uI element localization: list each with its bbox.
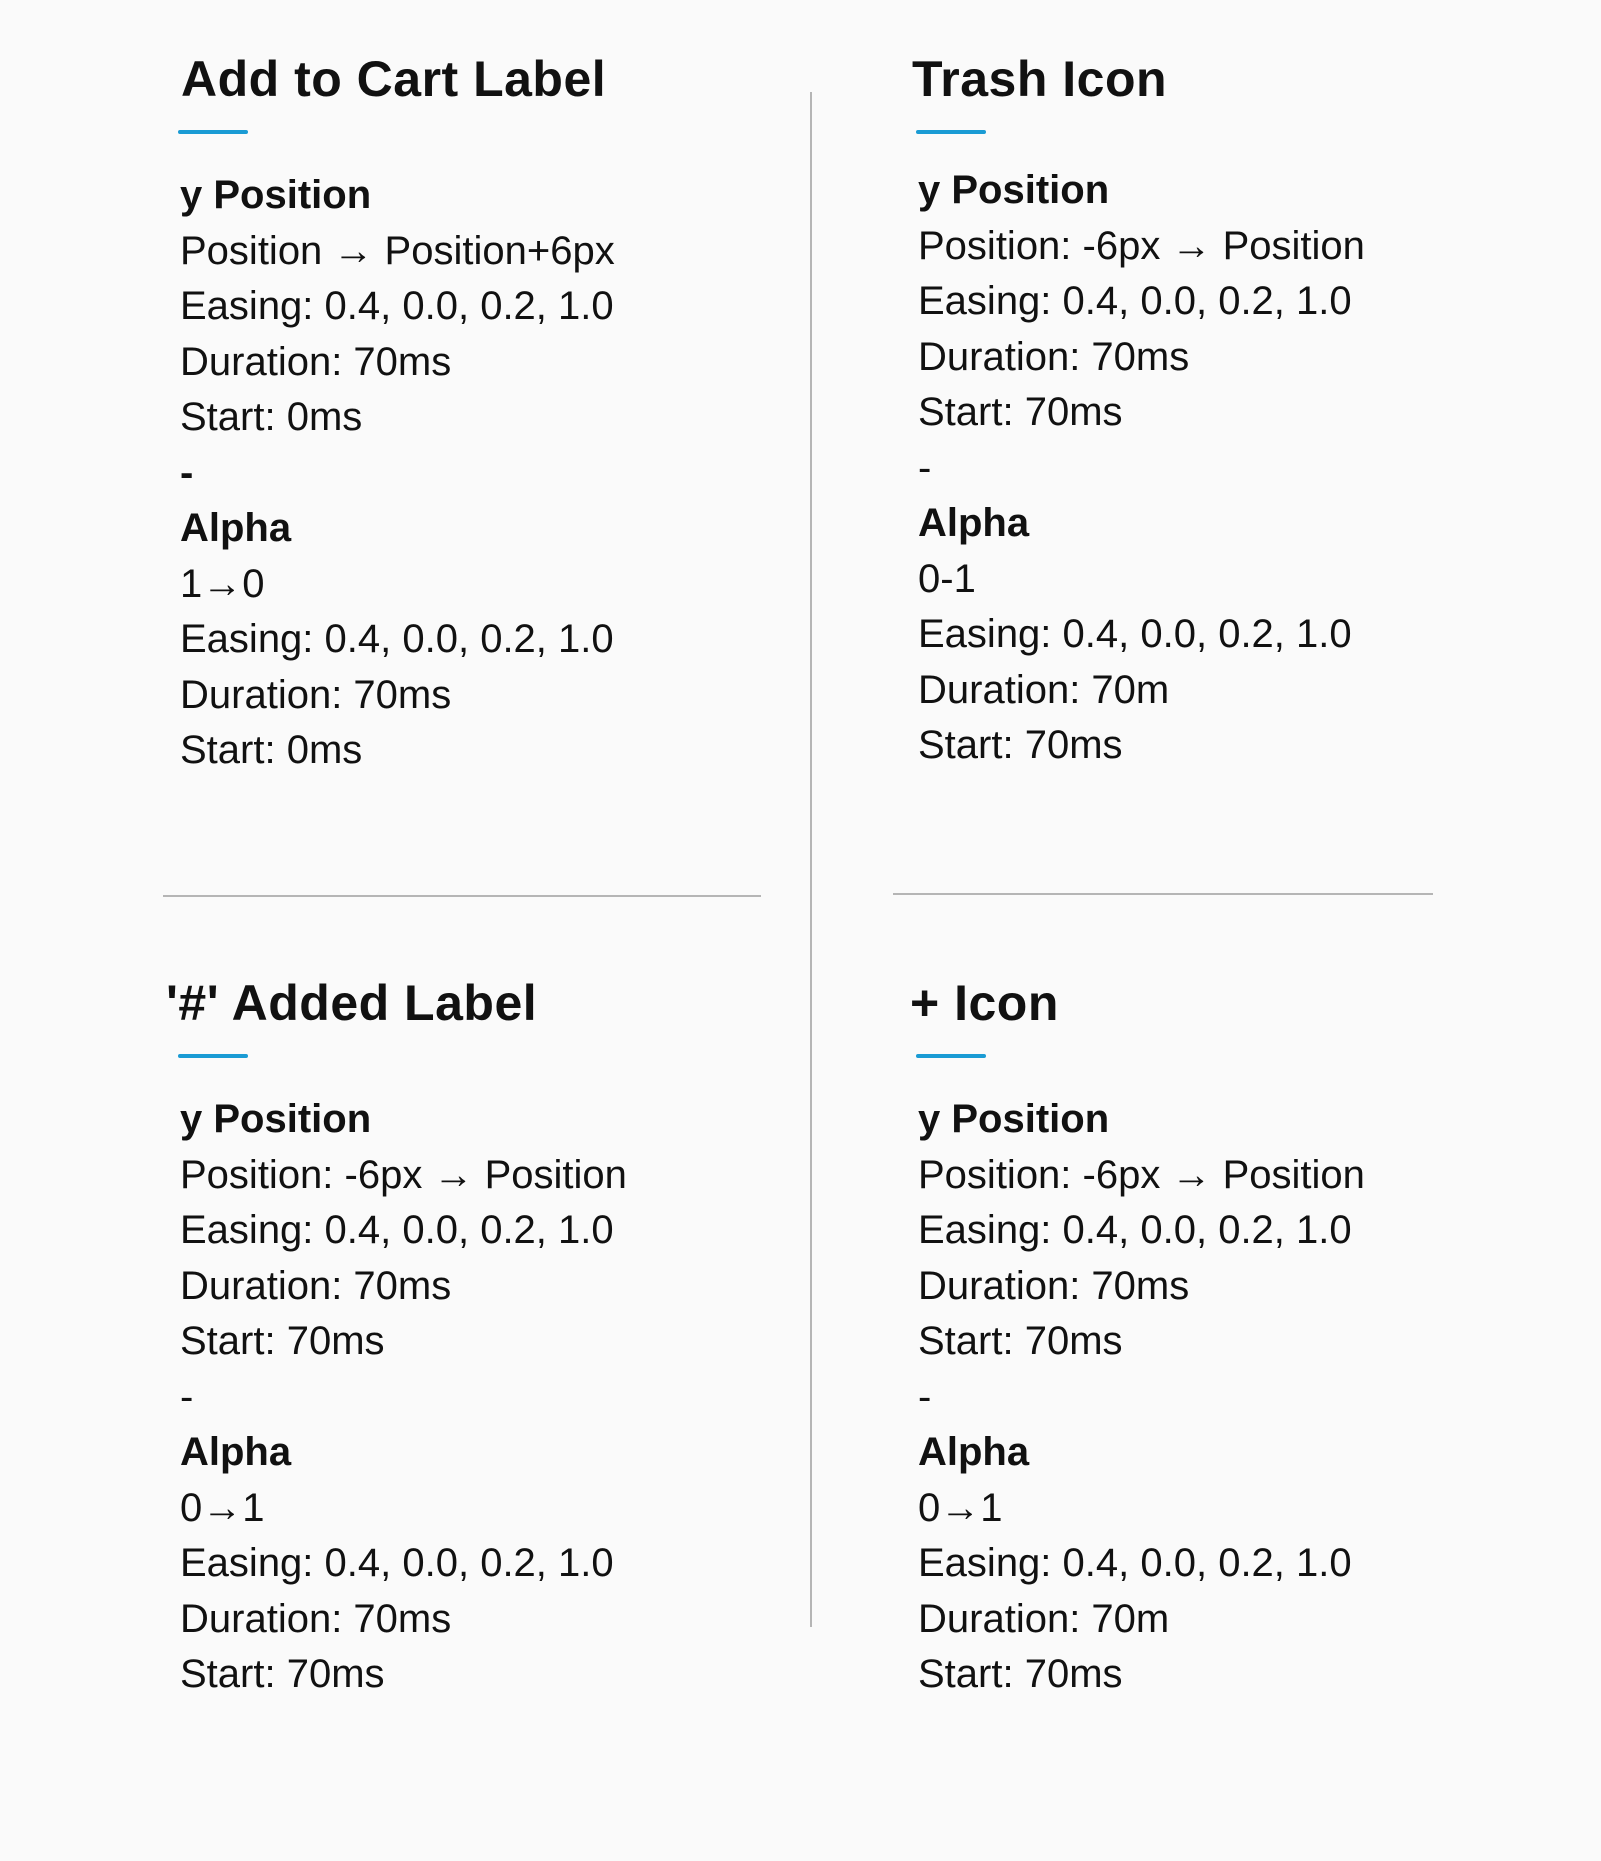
title-accent-underline (916, 130, 986, 134)
spec-value: Start: 70ms (918, 1319, 1123, 1363)
spec-value: Start: 70ms (918, 390, 1123, 434)
spec-separator: - (180, 1374, 194, 1419)
spec-value: 0-1 (918, 556, 976, 601)
spec-value: Easing: 0.4, 0.0, 0.2, 1.0 (918, 1541, 1352, 1585)
spec-heading: Alpha (180, 1430, 292, 1474)
spec-value: Duration: 70ms (180, 672, 452, 717)
spec-value: Duration: 70ms (918, 334, 1190, 379)
spec-value: Position: -6px → Position (180, 1152, 627, 1197)
title-accent-underline (178, 1054, 248, 1058)
spec-separator: - (180, 450, 194, 495)
spec-value: Start: 70ms (180, 1652, 385, 1696)
spec-value: Duration: 70ms (180, 1596, 452, 1641)
spec-heading: Alpha (180, 506, 292, 550)
horizontal-divider-left (163, 895, 761, 897)
spec-heading: Alpha (918, 1430, 1030, 1474)
spec-value: Start: 0ms (180, 395, 363, 439)
vertical-divider (810, 92, 812, 1627)
title-accent-underline (916, 1054, 986, 1058)
spec-value: 1→0 (180, 561, 265, 606)
panel-plus-icon (910, 975, 1476, 1703)
spec-heading: y Position (918, 168, 1110, 212)
panel-title: '#' Added Label (166, 975, 538, 1031)
spec-value: Duration: 70ms (180, 339, 452, 384)
spec-value: Duration: 70m (918, 667, 1170, 712)
animation-spec-list (916, 1092, 1476, 1703)
spec-value: Duration: 70ms (918, 1263, 1190, 1308)
spec-heading: y Position (918, 1097, 1110, 1141)
spec-heading: y Position (180, 173, 372, 217)
spec-value: Easing: 0.4, 0.0, 0.2, 1.0 (180, 284, 614, 328)
animation-spec-list (916, 163, 1476, 774)
spec-value: Easing: 0.4, 0.0, 0.2, 1.0 (918, 279, 1352, 323)
spec-value: Easing: 0.4, 0.0, 0.2, 1.0 (180, 617, 614, 661)
spec-value: Position → Position+6px (180, 228, 615, 273)
spec-value: Position: -6px → Position (918, 1152, 1365, 1197)
spec-separator: - (918, 445, 932, 490)
spec-value: Easing: 0.4, 0.0, 0.2, 1.0 (918, 612, 1352, 656)
spec-value: Duration: 70ms (180, 1263, 452, 1308)
spec-value: Easing: 0.4, 0.0, 0.2, 1.0 (180, 1208, 614, 1252)
spec-value: Easing: 0.4, 0.0, 0.2, 1.0 (180, 1541, 614, 1585)
panel-add-to-cart-label (178, 51, 738, 779)
title-accent-underline (178, 130, 248, 134)
horizontal-divider-right (893, 893, 1433, 895)
spec-value: Start: 70ms (918, 723, 1123, 767)
spec-value: 0→1 (180, 1485, 265, 1530)
spec-value: Start: 0ms (180, 728, 363, 772)
spec-value: Start: 70ms (180, 1319, 385, 1363)
animation-spec-list (178, 168, 738, 779)
spec-value: Start: 70ms (918, 1652, 1123, 1696)
spec-heading: y Position (180, 1097, 372, 1141)
panel-hash-added-label (166, 975, 738, 1703)
spec-separator: - (918, 1374, 932, 1419)
spec-value: 0→1 (918, 1485, 1003, 1530)
spec-value: Easing: 0.4, 0.0, 0.2, 1.0 (918, 1208, 1352, 1252)
animation-spec-list (178, 1092, 738, 1703)
panel-trash-icon (912, 51, 1476, 774)
spec-value: Position: -6px → Position (918, 223, 1365, 268)
spec-value: Duration: 70m (918, 1596, 1170, 1641)
panel-title: Add to Cart Label (181, 51, 607, 107)
spec-heading: Alpha (918, 501, 1030, 545)
panel-title: Trash Icon (912, 51, 1168, 107)
panel-title: + Icon (910, 975, 1059, 1031)
